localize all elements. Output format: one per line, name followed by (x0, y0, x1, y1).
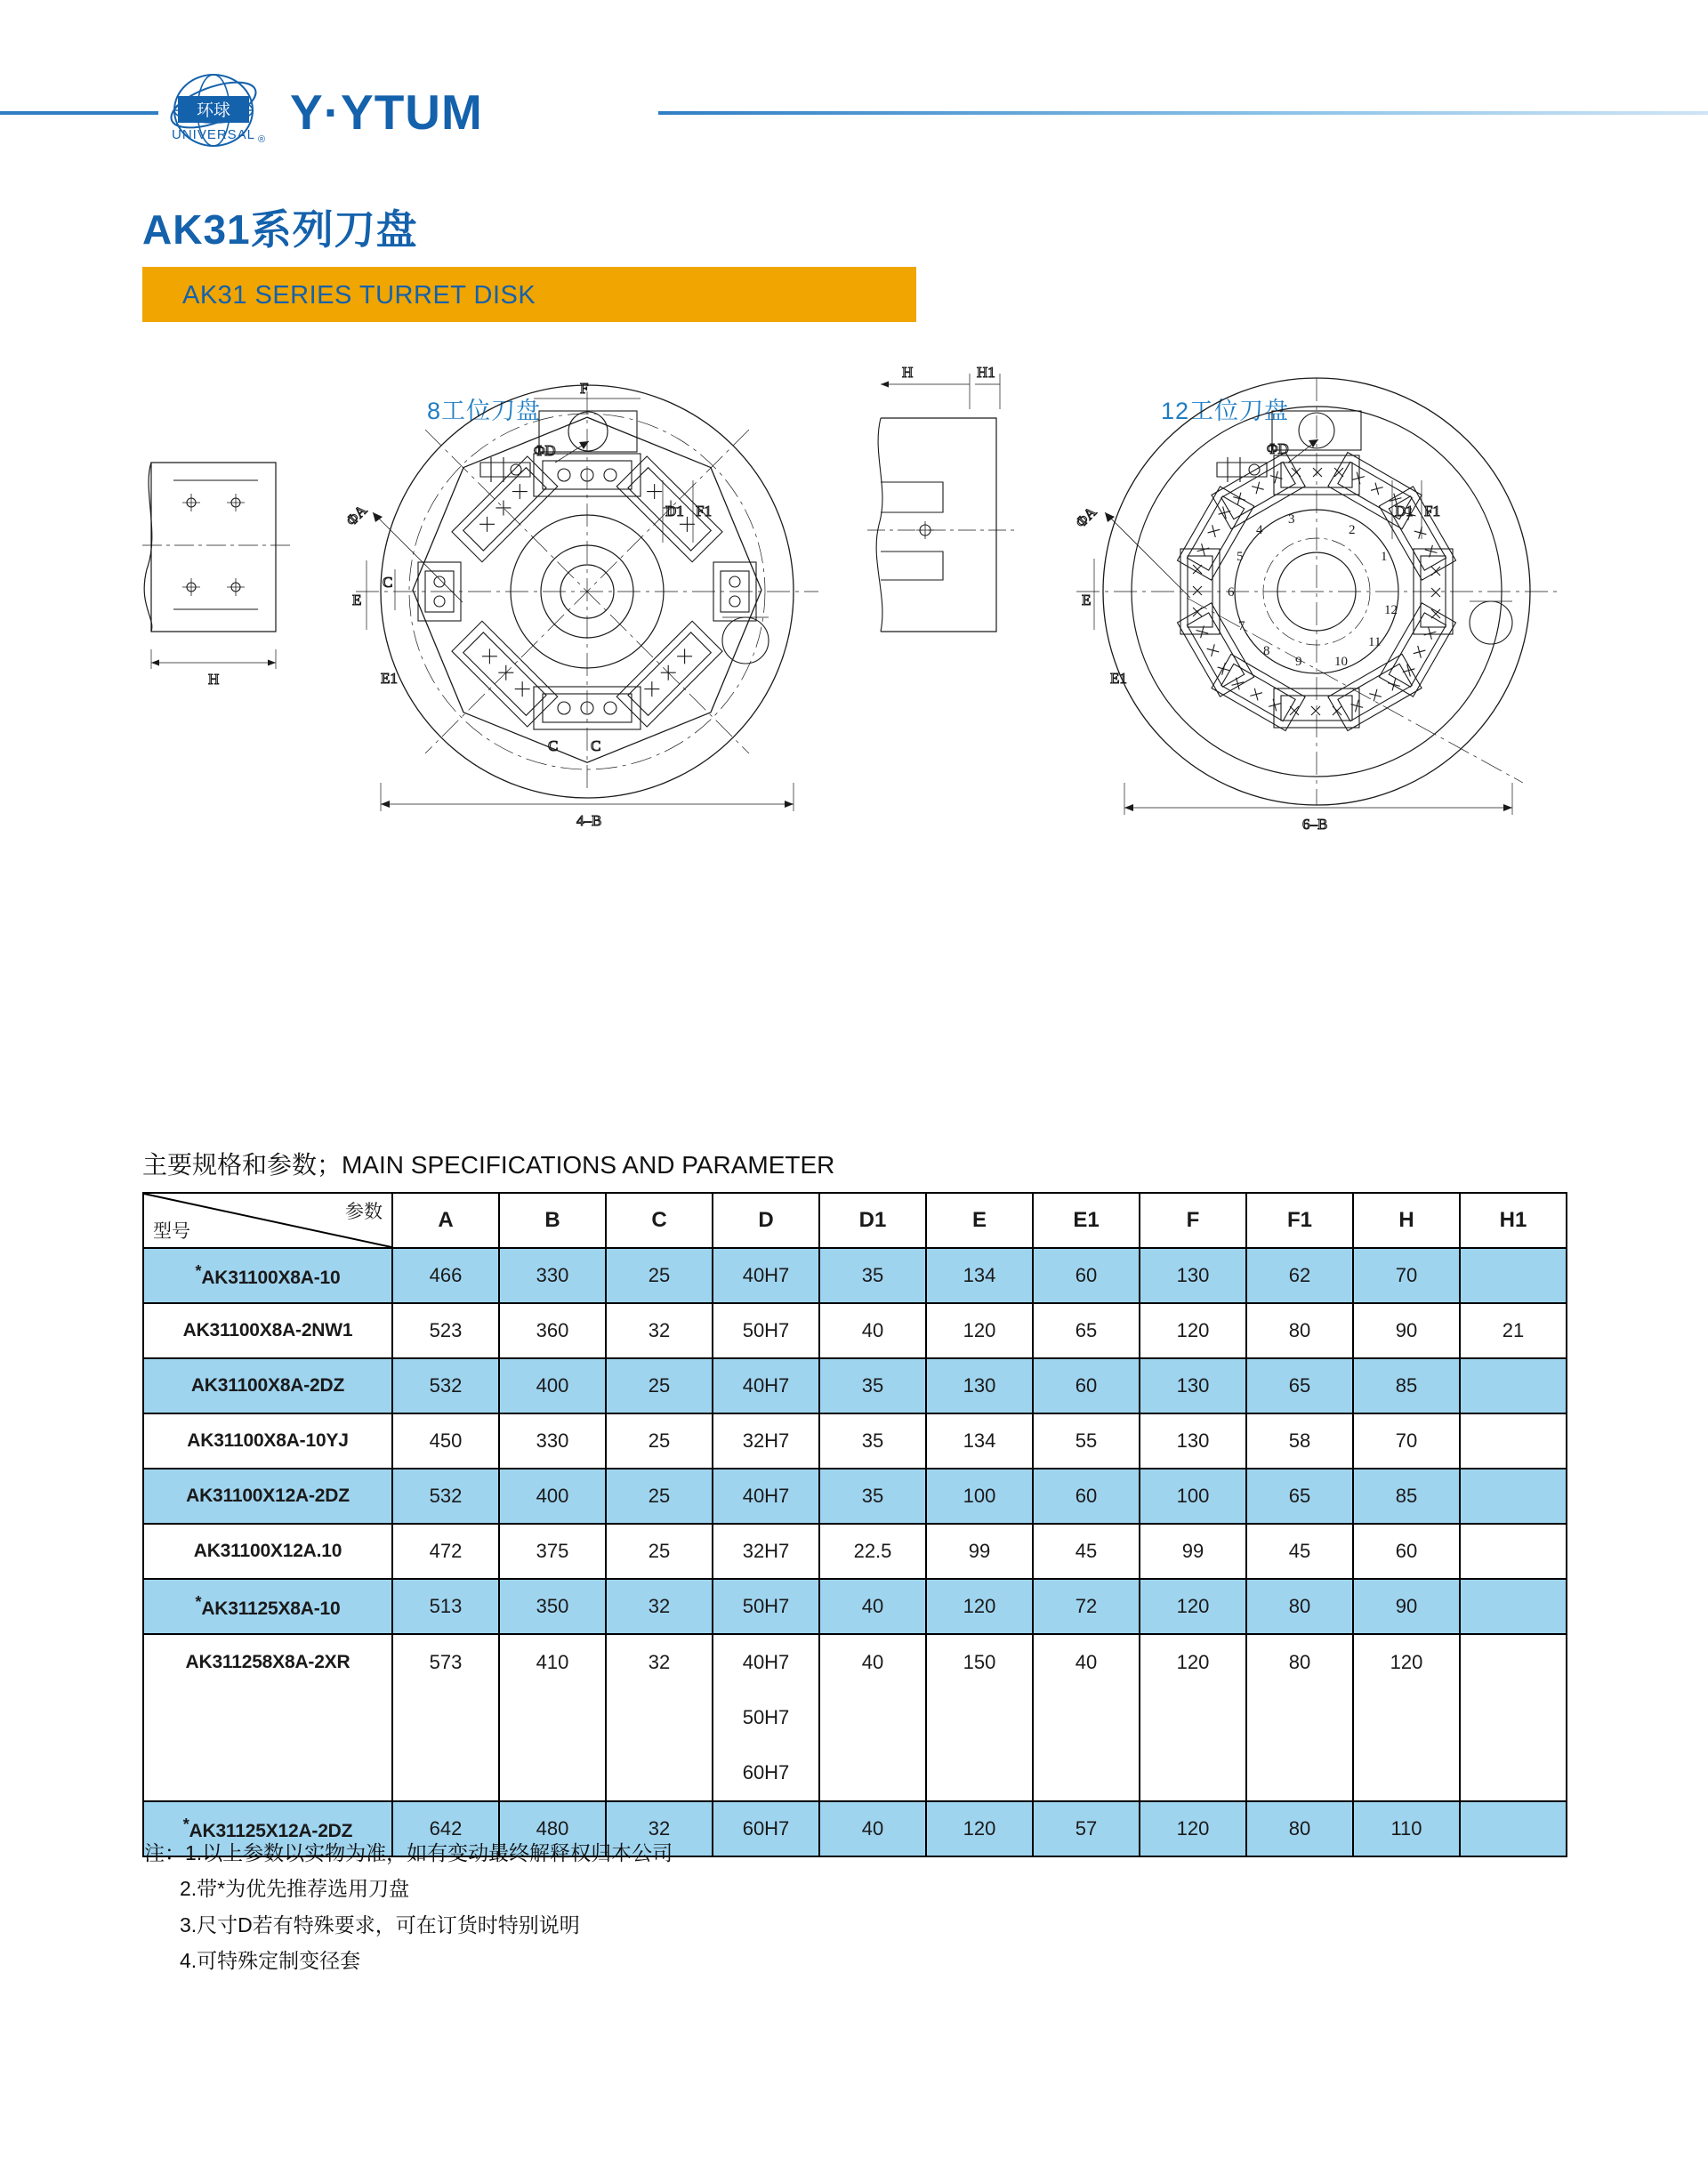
col-head-E1: E1 (1033, 1193, 1140, 1248)
svg-text:UNIVERSAL: UNIVERSAL (171, 127, 256, 142)
table-header-row (143, 1193, 1567, 1248)
table-cell-H1 (1460, 1634, 1567, 1801)
table-cell-H: 70 (1353, 1248, 1460, 1303)
table-cell-F1: 80 (1246, 1801, 1353, 1856)
col-head-H: H (1353, 1193, 1460, 1248)
svg-text:12: 12 (1384, 603, 1398, 617)
table-cell-E1: 60 (1033, 1248, 1140, 1303)
table-cell-H: 110 (1353, 1801, 1460, 1856)
table-cell-D1: 40 (819, 1579, 926, 1634)
table-cell-F: 130 (1140, 1413, 1246, 1469)
col-head-H1: H1 (1460, 1193, 1567, 1248)
header-rule-right (658, 111, 1708, 115)
table-cell-H: 85 (1353, 1358, 1460, 1413)
col-head-D: D (713, 1193, 819, 1248)
table-cell-E1: 55 (1033, 1413, 1140, 1469)
table-row (143, 1358, 1567, 1413)
table-cell-model: AK311258X8A-2XR (143, 1634, 392, 1801)
table-cell-D1: 35 (819, 1358, 926, 1413)
table-cell-model: AK31100X8A-2NW1 (143, 1303, 392, 1358)
label-6B-right: 6–B (1302, 816, 1328, 833)
table-cell-D1: 40 (819, 1303, 926, 1358)
table-cell-A: 642 (392, 1801, 499, 1856)
col-head-E: E (926, 1193, 1033, 1248)
table-cell-A: 573 (392, 1634, 499, 1801)
table-cell-D: 32H7 (713, 1524, 819, 1579)
note-item-2: 2.带*为优先推荐选用刀盘 (180, 1877, 410, 1901)
table-cell-F1: 62 (1246, 1248, 1353, 1303)
table-cell-D: 40H7 (713, 1358, 819, 1413)
left-section-view (867, 364, 1014, 632)
table-cell-A: 513 (392, 1579, 499, 1634)
table-cell-D: 60H7 (713, 1801, 819, 1856)
svg-text:2: 2 (1349, 523, 1356, 537)
svg-text:®: ® (257, 134, 266, 145)
table-cell-F: 120 (1140, 1801, 1246, 1856)
table-cell-F: 99 (1140, 1524, 1246, 1579)
table-cell-model: *AK31125X8A-10 (143, 1579, 392, 1634)
table-cell-B: 400 (499, 1469, 606, 1524)
svg-text:1: 1 (1381, 550, 1388, 564)
table-cell-E: 134 (926, 1413, 1033, 1469)
table-cell-model: *AK31125X12A-2DZ (143, 1801, 392, 1856)
table-row (143, 1579, 1567, 1634)
table-cell-H: 70 (1353, 1413, 1460, 1469)
header-rule-left (0, 111, 158, 115)
table-cell-B: 480 (499, 1801, 606, 1856)
table-corner-cell (143, 1193, 392, 1248)
label-H1-left: H1 (977, 364, 995, 381)
label-H2-left: H (902, 364, 914, 381)
table-cell-B: 410 (499, 1634, 606, 1801)
table-cell-C: 25 (606, 1469, 713, 1524)
notes-label: 注： (144, 1841, 185, 1864)
table-cell-D: 50H7 (713, 1303, 819, 1358)
table-cell-B: 375 (499, 1524, 606, 1579)
right-plan-view-12-station (1072, 378, 1557, 833)
table-cell-H1 (1460, 1248, 1567, 1303)
table-cell-H1 (1460, 1413, 1567, 1469)
table-cell-C: 32 (606, 1634, 713, 1801)
svg-text:3: 3 (1288, 512, 1295, 527)
page-title-en: AK31 SERIES TURRET DISK (182, 281, 536, 310)
table-cell-F: 120 (1140, 1303, 1246, 1358)
note-line-1 (144, 1835, 673, 1871)
col-head-B: B (499, 1193, 606, 1248)
col-head-F: F (1140, 1193, 1246, 1248)
table-cell-F1: 65 (1246, 1358, 1353, 1413)
figure-caption-12-station: 12工位刀盘 (1161, 398, 1290, 424)
svg-text:环球: 环球 (196, 101, 231, 120)
svg-text:4: 4 (1256, 523, 1263, 537)
table-cell-B: 400 (499, 1358, 606, 1413)
spec-table-body (143, 1248, 1567, 1856)
table-cell-E: 99 (926, 1524, 1033, 1579)
col-head-A: A (392, 1193, 499, 1248)
table-cell-E1: 60 (1033, 1469, 1140, 1524)
page-title-cn: AK31系列刀盘 (142, 206, 418, 253)
label-F-left: F (580, 380, 589, 397)
table-cell-F1: 65 (1246, 1469, 1353, 1524)
spec-heading: 主要规格和参数；MAIN SPECIFICATIONS AND PARAMETER (142, 1151, 835, 1179)
table-row (143, 1413, 1567, 1469)
table-cell-D1: 22.5 (819, 1524, 926, 1579)
table-cell-B: 360 (499, 1303, 606, 1358)
table-cell-C: 25 (606, 1524, 713, 1579)
table-row (143, 1524, 1567, 1579)
table-cell-C: 32 (606, 1303, 713, 1358)
label-D1-right: D1 (1395, 503, 1414, 519)
table-cell-B: 330 (499, 1248, 606, 1303)
table-cell-H: 90 (1353, 1579, 1460, 1634)
note-item-1: 1.以上参数以实物为准，如有变动最终解释权归本公司 (185, 1841, 673, 1864)
table-cell-H1 (1460, 1801, 1567, 1856)
table-cell-A: 532 (392, 1358, 499, 1413)
table-cell-F1: 80 (1246, 1303, 1353, 1358)
table-cell-B: 350 (499, 1579, 606, 1634)
table-cell-C: 25 (606, 1358, 713, 1413)
table-cell-D: 40H7 50H7 60H7 (713, 1634, 819, 1801)
notes-block (144, 1835, 673, 1978)
brand-name: YTUM (341, 84, 483, 140)
svg-text:11: 11 (1368, 635, 1382, 649)
label-F1-right: F1 (1424, 503, 1440, 519)
table-cell-H1 (1460, 1469, 1567, 1524)
label-C2-left: C (548, 737, 559, 754)
table-cell-E1: 65 (1033, 1303, 1140, 1358)
label-E1-left: E1 (381, 670, 398, 687)
table-cell-D: 40H7 (713, 1469, 819, 1524)
table-cell-H: 85 (1353, 1469, 1460, 1524)
table-cell-H1 (1460, 1579, 1567, 1634)
page-header (0, 0, 1708, 178)
label-E-right: E (1082, 592, 1092, 608)
table-row (143, 1634, 1567, 1801)
table-cell-H1 (1460, 1358, 1567, 1413)
table-row (143, 1469, 1567, 1524)
label-C3-left: C (591, 737, 601, 754)
col-head-D1: D1 (819, 1193, 926, 1248)
label-E1-right: E1 (1110, 670, 1127, 687)
table-cell-F: 130 (1140, 1248, 1246, 1303)
table-cell-F: 120 (1140, 1634, 1246, 1801)
spec-table-wrap (142, 1192, 1566, 1857)
table-cell-C: 32 (606, 1801, 713, 1856)
label-C-left: C (383, 574, 393, 591)
table-cell-D: 32H7 (713, 1413, 819, 1469)
table-cell-H: 60 (1353, 1524, 1460, 1579)
corner-label-param: 参数 (345, 1202, 383, 1222)
table-cell-D1: 40 (819, 1634, 926, 1801)
table-cell-model: AK31100X12A-2DZ (143, 1469, 392, 1524)
svg-text:7: 7 (1238, 619, 1245, 633)
table-cell-E: 100 (926, 1469, 1033, 1524)
table-cell-model: AK31100X8A-2DZ (143, 1358, 392, 1413)
table-cell-model: *AK31100X8A-10 (143, 1248, 392, 1303)
station-numbers (1228, 512, 1398, 669)
table-cell-E: 120 (926, 1579, 1033, 1634)
table-cell-E: 134 (926, 1248, 1033, 1303)
brand-y: Y (290, 84, 324, 140)
table-cell-F: 130 (1140, 1358, 1246, 1413)
table-cell-E: 130 (926, 1358, 1033, 1413)
table-cell-model: AK31100X8A-10YJ (143, 1413, 392, 1469)
table-cell-H: 90 (1353, 1303, 1460, 1358)
left-side-view (142, 463, 294, 688)
label-phiD-left: ΦD (534, 442, 556, 459)
brand-wordmark (290, 84, 483, 140)
table-cell-F: 100 (1140, 1469, 1246, 1524)
table-cell-F: 120 (1140, 1579, 1246, 1634)
table-cell-F1: 80 (1246, 1634, 1353, 1801)
svg-text:5: 5 (1237, 550, 1244, 564)
table-cell-A: 466 (392, 1248, 499, 1303)
label-F1-left: F1 (696, 503, 712, 519)
preferred-star: * (195, 1593, 202, 1611)
table-cell-H1: 21 (1460, 1303, 1567, 1358)
figure-caption-8-station: 8工位刀盘 (427, 398, 542, 424)
table-cell-D1: 35 (819, 1248, 926, 1303)
corner-label-model: 型号 (153, 1221, 190, 1242)
label-phiA-right: ΦA (1072, 503, 1100, 531)
globe-icon (158, 69, 270, 155)
table-cell-E1: 45 (1033, 1524, 1140, 1579)
brand-logo (158, 69, 483, 155)
preferred-star: * (182, 1816, 189, 1833)
table-row (143, 1248, 1567, 1303)
col-head-C: C (606, 1193, 713, 1248)
col-head-F1: F1 (1246, 1193, 1353, 1248)
table-cell-A: 532 (392, 1469, 499, 1524)
table-cell-H: 120 (1353, 1634, 1460, 1801)
table-cell-E: 120 (926, 1801, 1033, 1856)
table-cell-F1: 45 (1246, 1524, 1353, 1579)
label-4B-left: 4–B (576, 812, 602, 829)
table-cell-D: 40H7 (713, 1248, 819, 1303)
table-cell-E1: 60 (1033, 1358, 1140, 1413)
table-row (143, 1303, 1567, 1358)
table-cell-D1: 35 (819, 1413, 926, 1469)
note-item-4: 4.可特殊定制变径套 (180, 1948, 361, 1972)
table-cell-A: 472 (392, 1524, 499, 1579)
svg-text:10: 10 (1334, 655, 1348, 669)
table-cell-A: 450 (392, 1413, 499, 1469)
left-plan-view-8-station (342, 380, 818, 829)
table-cell-H1 (1460, 1524, 1567, 1579)
table-cell-model: AK31100X12A.10 (143, 1524, 392, 1579)
table-cell-E: 150 (926, 1634, 1033, 1801)
note-item-3: 3.尺寸D若有特殊要求，可在订货时特别说明 (180, 1912, 580, 1936)
label-phiA-left: ΦA (342, 501, 371, 529)
table-cell-E1: 72 (1033, 1579, 1140, 1634)
svg-text:9: 9 (1295, 655, 1302, 669)
label-D1-left: D1 (665, 503, 684, 519)
table-cell-D: 50H7 (713, 1579, 819, 1634)
table-cell-F1: 80 (1246, 1579, 1353, 1634)
label-E-left: E (352, 592, 362, 608)
table-cell-C: 25 (606, 1413, 713, 1469)
spec-table (142, 1192, 1567, 1857)
label-H-left: H (208, 671, 220, 688)
table-cell-E1: 57 (1033, 1801, 1140, 1856)
table-cell-C: 25 (606, 1248, 713, 1303)
brand-dot: · (323, 84, 342, 140)
svg-text:8: 8 (1263, 644, 1270, 658)
table-cell-D1: 40 (819, 1801, 926, 1856)
table-cell-E: 120 (926, 1303, 1033, 1358)
svg-text:6: 6 (1228, 585, 1235, 600)
table-cell-D1: 35 (819, 1469, 926, 1524)
table-cell-F1: 58 (1246, 1413, 1353, 1469)
table-cell-A: 523 (392, 1303, 499, 1358)
table-cell-B: 330 (499, 1413, 606, 1469)
table-cell-C: 32 (606, 1579, 713, 1634)
table-cell-E1: 40 (1033, 1634, 1140, 1801)
label-phiD-right: ΦD (1267, 440, 1289, 457)
preferred-star: * (195, 1262, 202, 1280)
